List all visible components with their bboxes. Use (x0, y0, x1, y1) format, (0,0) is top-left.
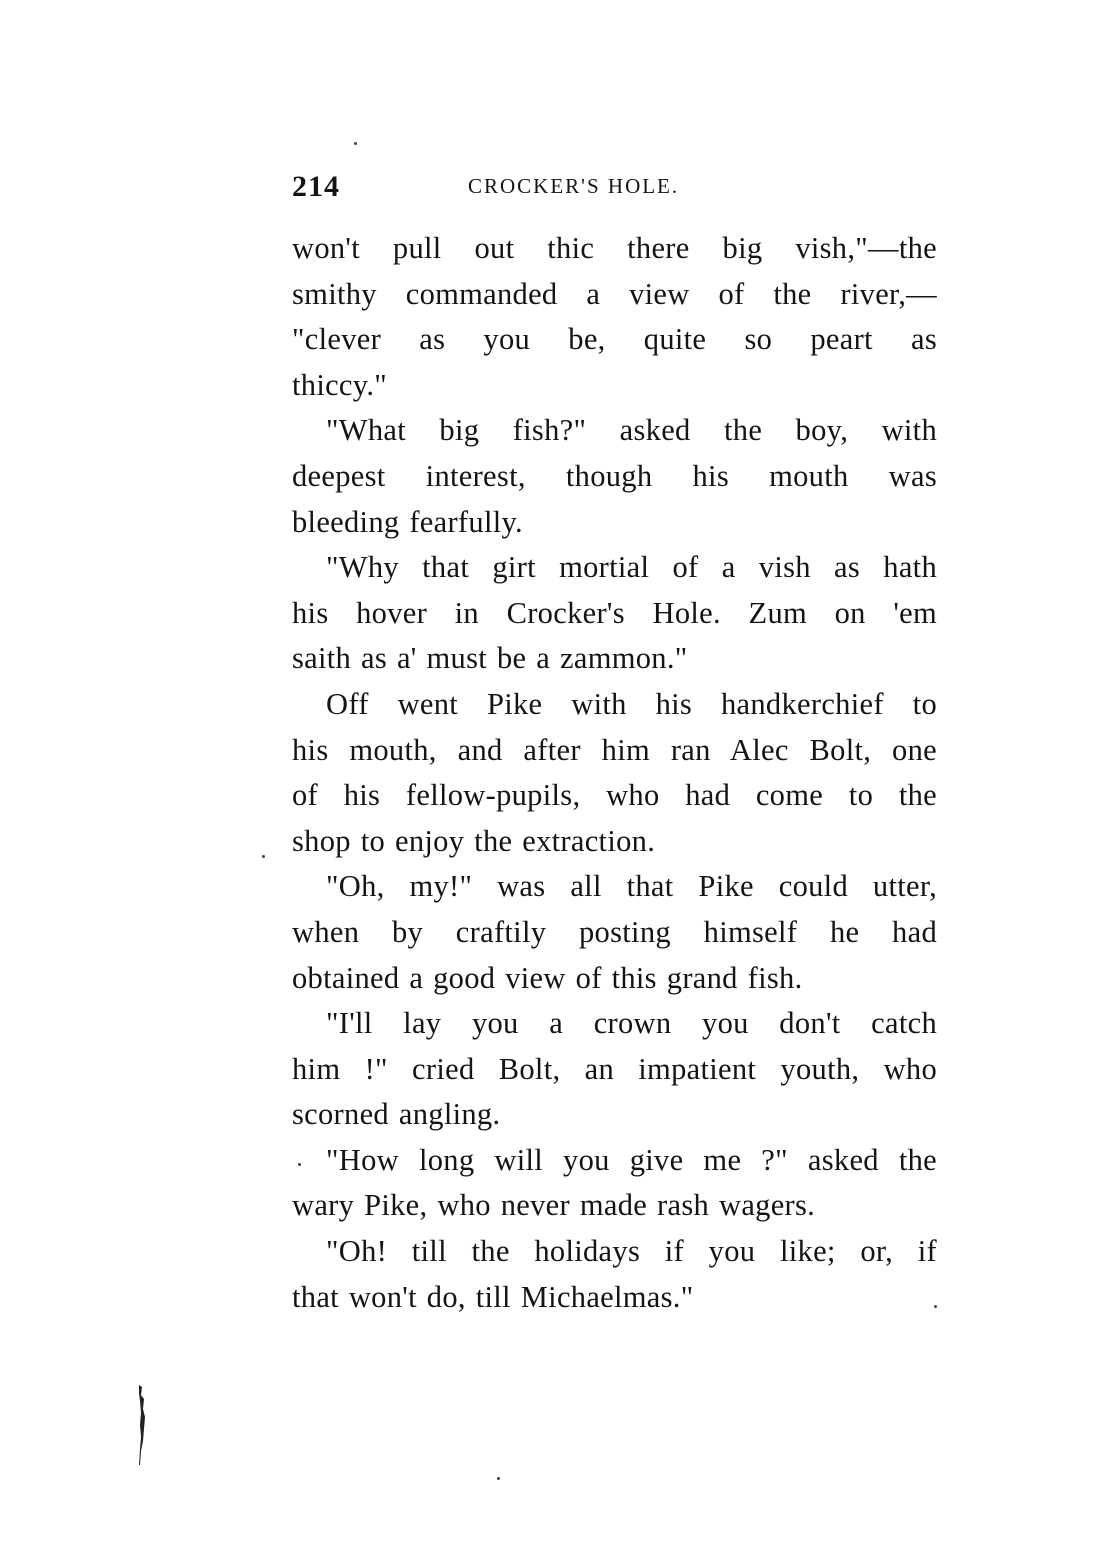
text-line: scorned angling. (292, 1097, 501, 1132)
text-line: "How long will you give me ?" asked the (326, 1142, 937, 1177)
text-line: saith as a' must be a zammon." (292, 641, 688, 676)
paragraph-8 (292, 1229, 937, 1320)
text-line: obtained a good view of this grand fish. (292, 960, 803, 995)
scan-speck (354, 142, 357, 145)
text-line: Off went Pike with his handkerchief to (326, 686, 937, 721)
text-line: "Oh, my!" was all that Pike could utter, (326, 869, 937, 904)
text-line: "Why that girt mortial of a vish as hath (326, 550, 937, 585)
text-line: thiccy." (292, 367, 388, 402)
running-head (292, 170, 937, 210)
text-line: that won't do, till Michaelmas." (292, 1279, 694, 1314)
body-text (292, 226, 937, 1320)
text-line: bleeding fearfully. (292, 504, 523, 539)
paragraph-2 (292, 408, 937, 545)
text-line: when by craftily posting himself he had (292, 914, 937, 949)
text-line: shop to enjoy the extraction. (292, 823, 656, 858)
text-line: "Oh! till the holidays if you like; or, if (326, 1234, 937, 1269)
paragraph-3 (292, 545, 937, 682)
paragraph-5 (292, 864, 937, 1001)
paragraph-6 (292, 1001, 937, 1138)
scan-speck (497, 1477, 500, 1480)
text-line: "I'll lay you a crown you don't catch (326, 1006, 937, 1041)
running-title: CROCKER'S HOLE. (468, 174, 680, 198)
scan-speck (298, 1163, 301, 1166)
text-line: smithy commanded a view of the river,— (292, 276, 937, 311)
text-line: his hover in Crocker's Hole. Zum on 'em (292, 595, 937, 630)
text-line: deepest interest, though his mouth was (292, 458, 937, 493)
page-number: 214 (292, 170, 340, 203)
text-line: his mouth, and after him ran Alec Bolt, one (292, 732, 937, 767)
page-edge-mark (136, 1385, 148, 1465)
paragraph-1 (292, 226, 937, 408)
text-line: wary Pike, who never made rash wagers. (292, 1188, 816, 1223)
scan-speck (934, 1305, 937, 1308)
text-line: him !" cried Bolt, an impatient youth, who (292, 1051, 937, 1086)
text-line: "clever as you be, quite so peart as (292, 322, 937, 357)
text-line: "What big fish?" asked the boy, with (326, 413, 937, 448)
text-line: of his fellow-pupils, who had come to the (292, 778, 937, 813)
scan-speck (262, 855, 265, 858)
text-line: won't pull out thic there big vish,"—the (292, 231, 937, 265)
paragraph-4 (292, 682, 937, 864)
paragraph-7 (292, 1138, 937, 1229)
